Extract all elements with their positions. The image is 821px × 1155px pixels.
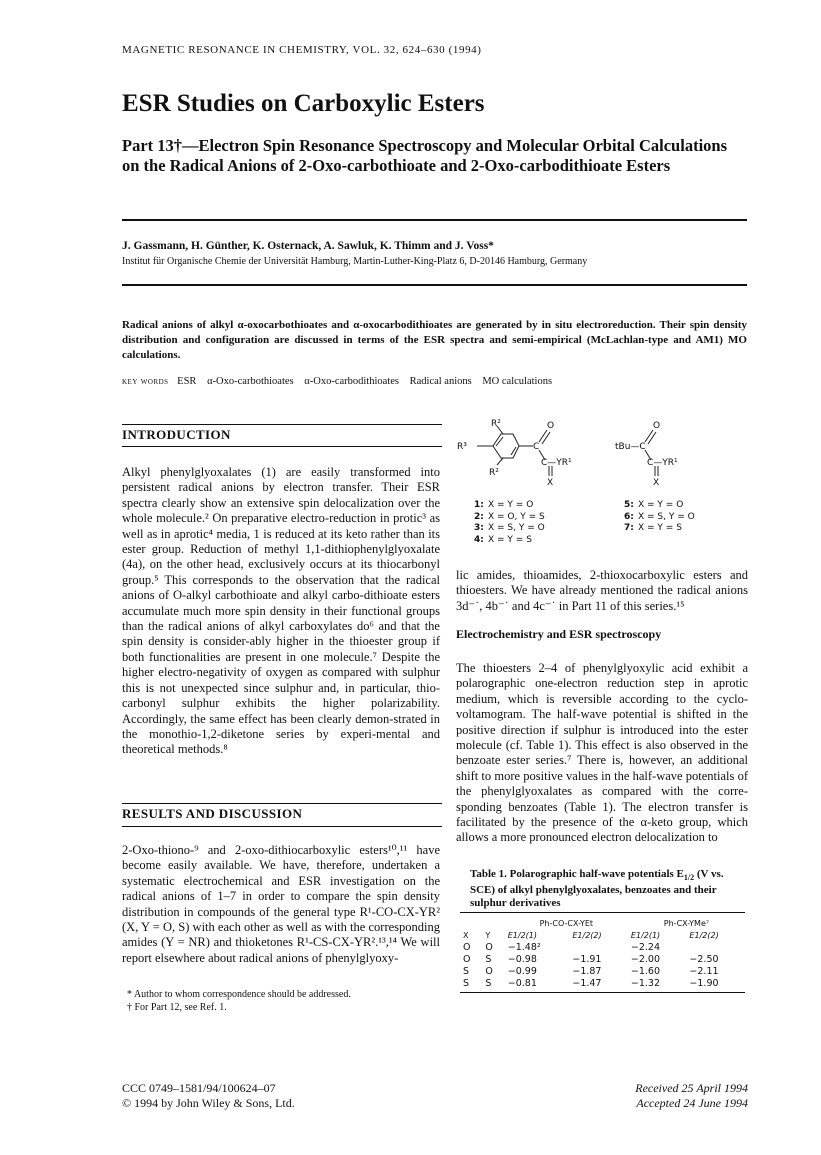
continued-text: lic amides, thioamides, 2-thioxocarboxylic esters and thioesters. We have already mentioned the radical anions 3d⁻˙, 4b⁻˙ and 4c⁻˙ in Part 11 of this series.¹⁵ bbox=[456, 568, 748, 613]
table-rule-bottom bbox=[460, 992, 745, 993]
footnote-corresponding: * Author to whom correspondence should be addressed. bbox=[127, 989, 351, 1000]
compound-list-left bbox=[474, 500, 545, 546]
compound-item: 2: X = O, Y = S bbox=[474, 511, 545, 522]
copyright: © 1994 by John Wiley & Sons, Ltd. bbox=[122, 1096, 295, 1110]
label-o-left: O bbox=[547, 421, 555, 431]
footnote-part12: † For Part 12, see Ref. 1. bbox=[127, 1002, 227, 1013]
table-row: S S −0.81 −1.47 −1.32 −1.90 bbox=[463, 977, 719, 989]
col-header-y: Y bbox=[485, 930, 491, 940]
label-x-right: X bbox=[653, 478, 660, 488]
compound-list-right bbox=[624, 500, 695, 535]
label-c-keto: C bbox=[533, 442, 540, 452]
keywords bbox=[122, 376, 560, 387]
table-col-header bbox=[460, 929, 745, 941]
results-rule-bottom bbox=[122, 826, 442, 827]
rule-after-title bbox=[122, 219, 747, 221]
col-header-e3: E1/2(1) bbox=[630, 930, 661, 940]
data-table bbox=[460, 917, 745, 989]
table-row: S O −0.99 −1.87 −1.60 −2.11 bbox=[463, 965, 719, 977]
article-title: ESR Studies on Carboxylic Esters bbox=[122, 90, 485, 117]
label-x-left: X bbox=[547, 478, 554, 488]
compound-item: 7: X = Y = S bbox=[624, 523, 682, 533]
table-caption: Table 1. Polarographic half-wave potentials $E_{1/2}$ (V vs. SCE) of alkyl phenylglyoxalates, benzoates and their sulphur derivatives bbox=[470, 868, 724, 910]
footer-right bbox=[560, 1081, 748, 1111]
label-r2-top: R² bbox=[491, 419, 501, 429]
chemical-structures bbox=[455, 418, 745, 493]
tbu-glyoxylate-structure bbox=[645, 430, 658, 476]
keyword: ESR bbox=[177, 376, 197, 387]
electrochemistry-text: The thioesters 2–4 of phenylglyoxylic acid exhibit a polarographic one-electron reduction step in aprotic medium, which is reversible according to the cyclo-voltamogram. The half-wave potential is shifted in the positive direction if sulphur is introduced into the ester molecule (cf. Table 1). This effect is also observed in the benzoate ester series.⁷ There is, however, an additional shift to more positive values in the half-wave potentials of the phenylglyoxalates as compared with the corre-sponding benzoates (Table 1). The electron transfer is facilitated by the presence of the α-keto group, which allows a more pronounced electron delocalization to bbox=[456, 661, 748, 845]
running-head: MAGNETIC RESONANCE IN CHEMISTRY, VOL. 32, 624–630 (1994) bbox=[122, 44, 482, 56]
section-heading-results: RESULTS AND DISCUSSION bbox=[122, 806, 303, 821]
affiliation: Institut für Organische Chemie der Universität Hamburg, Martin-Luther-King-Platz 6, D-20146 Hamburg, Germany bbox=[122, 256, 588, 267]
compound-item: 3: X = S, Y = O bbox=[474, 523, 545, 533]
col-header-e1: E1/2(1) bbox=[507, 930, 538, 940]
received-date: Received 25 April 1994 bbox=[635, 1081, 748, 1095]
footnotes bbox=[127, 988, 437, 1014]
compound-item: 1: X = Y = O bbox=[474, 500, 534, 510]
label-r3: R³ bbox=[457, 442, 467, 452]
abstract: Radical anions of alkyl α-oxocarbothioates and α-oxocarbodithioates are generated by in situ electroreduction. Their spin density distribution and configuration are discussed in terms of the ESR spectra and semi-empirical (McLachlan-type and AM1) MO calculations. bbox=[122, 319, 747, 361]
benzene-ring bbox=[493, 434, 519, 458]
label-c-yr1-left: C—YR¹ bbox=[541, 458, 572, 468]
article-subtitle: Part 13†—Electron Spin Resonance Spectroscopy and Molecular Orbital Calculations on the Radical Anions of 2-Oxo-carbothioate and 2-Oxo-carbodithioate Esters bbox=[122, 136, 727, 175]
intro-rule-top bbox=[122, 424, 442, 425]
label-c-yr1-right: C—YR¹ bbox=[647, 458, 678, 468]
label-r2-bottom: R² bbox=[489, 468, 499, 478]
keywords-label: key words bbox=[122, 377, 169, 387]
table-1 bbox=[460, 912, 745, 993]
results-rule-top bbox=[122, 803, 442, 804]
rule-after-authors bbox=[122, 284, 747, 286]
label-o-right: O bbox=[653, 421, 661, 431]
accepted-date: Accepted 24 June 1994 bbox=[636, 1096, 748, 1110]
electrochemistry-paragraph bbox=[456, 661, 748, 846]
continued-paragraph bbox=[456, 568, 748, 614]
footer-left bbox=[122, 1081, 295, 1111]
intro-text: Alkyl phenylglyoxalates (1) are easily transformed into persistent radical anions by electron transfer. Their ESR spectra clearly show an extensive spin delocalization over the whole molecule.² On preparative electro-reduction in protic³ as well as in aprotic⁴ media, 1 is reduced at its keto rather than its ester group. Reduction of methyl 1,1-dithiophenylglyoxalate (4a), on the other head, exclusively occurs at its thiocarbonyl group.⁵ This corresponds to the observation that the radical anions of O-alkyl carbothioate and alkyl carbo-dithioate esters accumulate much more spin density in their functional groups than the radical anions of alkyl carboxylates do⁶ and that the spin density is consider-ably higher in the thioester group if both functionalities are present in one molecule.⁷ Despite the higher electro-negativity of oxygen as compared with sulphur this is not unexpected since sulphur and, in particular, thio-carbonyl sulphur exhibits the higher polarizability. Accordingly, the same effect has been clearly demon-strated in the monothio-1,2-diketone series by experi-mental and theoretical methods.⁸ bbox=[122, 465, 440, 757]
compound-item: 5: X = Y = O bbox=[624, 500, 684, 510]
label-tbu: tBu—C bbox=[615, 442, 646, 452]
ccc-code: CCC 0749–1581/94/100624–07 bbox=[122, 1081, 276, 1095]
keyword: Radical anions bbox=[409, 376, 472, 387]
table-group-header bbox=[460, 917, 745, 929]
authors: J. Gassmann, H. Günther, K. Osternack, A. Sawluk, K. Thimm and J. Voss* bbox=[122, 240, 494, 252]
keyword: α-Oxo-carbothioates bbox=[207, 376, 294, 387]
table-row: O S −0.98 −1.91 −2.00 −2.50 bbox=[463, 953, 719, 965]
compound-item: 4: X = Y = S bbox=[474, 534, 532, 545]
results-paragraph bbox=[122, 843, 440, 966]
group-header-benzoates: Ph-CX-YMe⁷ bbox=[663, 918, 710, 928]
keyword: α-Oxo-carbodithioates bbox=[304, 376, 399, 387]
results-text: 2-Oxo-thiono-⁹ and 2-oxo-dithiocarboxylic esters¹⁰,¹¹ have become easily available. We have, therefore, undertaken a systematic electrochemical and ESR investigation on the radical anions of 1–7 in order to compare the spin density distribution in compounds of the general type R¹-CO-CX-YR² (X, Y = O, S) with each other as well as with the corresponding amides (Y = NR) and thioketones R¹-CS-CX-YR².¹³,¹⁴ We will report elsewhere about radical anions of phenylglyoxy- bbox=[122, 843, 440, 965]
subsection-heading-electrochemistry: Electrochemistry and ESR spectroscopy bbox=[456, 627, 662, 641]
section-heading-introduction: INTRODUCTION bbox=[122, 427, 231, 442]
compound-item: 6: X = S, Y = O bbox=[624, 511, 695, 522]
col-header-e4: E1/2(2) bbox=[689, 930, 719, 940]
keyword: MO calculations bbox=[482, 376, 553, 387]
table-row: O O −1.48² −2.24 bbox=[463, 941, 661, 953]
intro-rule-bottom bbox=[122, 446, 442, 447]
group-header-glyoxalates: Ph-CO-CX-YEt bbox=[539, 918, 594, 928]
intro-paragraph bbox=[122, 465, 440, 758]
table-rule-top bbox=[460, 912, 745, 913]
col-header-e2: E1/2(2) bbox=[572, 930, 602, 940]
col-header-x: X bbox=[463, 930, 469, 940]
